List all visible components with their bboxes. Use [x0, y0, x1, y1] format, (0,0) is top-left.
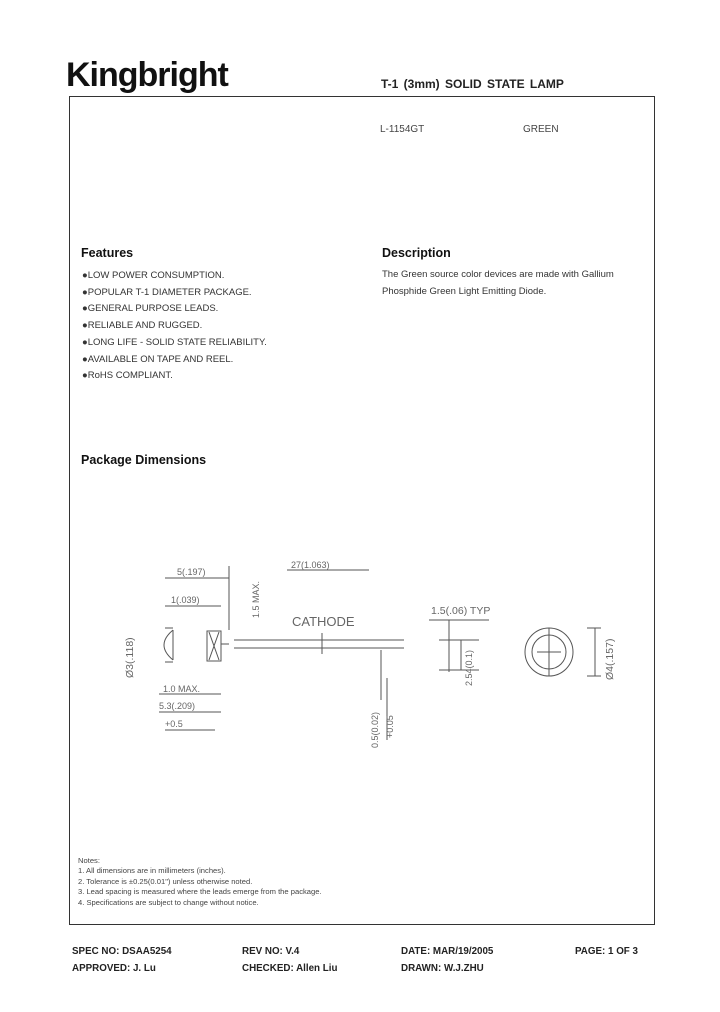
note-item: 3. Lead spacing is measured where the leads emerge from the package. — [78, 887, 322, 897]
dim-label: 1.5 MAX. — [251, 580, 261, 618]
dim-label: +0.05 — [385, 715, 395, 738]
dim-label: Ø4(.157) — [604, 638, 616, 680]
drawn-by: DRAWN: W.J.ZHU — [401, 963, 484, 974]
notes-title: Notes: — [78, 856, 100, 865]
note-item: 4. Specifications are subject to change without notice. — [78, 897, 259, 907]
package-dimension-drawing — [69, 540, 655, 760]
brand-logo: Kingbright — [66, 56, 228, 94]
date: DATE: MAR/19/2005 — [401, 946, 494, 957]
led-dome-curve — [164, 630, 173, 660]
dim-label: +0.5 — [165, 719, 183, 729]
dim-label: 5.3(.209) — [159, 701, 196, 711]
feature-item: ●RoHS COMPLIANT. — [82, 370, 173, 382]
revision-number: REV NO: V.4 — [242, 946, 300, 957]
description-line: The Green source color devices are made with Gallium — [382, 269, 614, 280]
dim-label: 27(1.063) — [291, 560, 330, 570]
description-heading: Description — [382, 246, 451, 260]
feature-item: ●AVAILABLE ON TAPE AND REEL. — [82, 353, 234, 365]
feature-item: ●GENERAL PURPOSE LEADS. — [82, 303, 219, 315]
dim-label: 1.5(.06) TYP — [431, 605, 491, 617]
part-color: GREEN — [523, 124, 559, 135]
note-item: 1. All dimensions are in millimeters (inches). — [78, 866, 226, 876]
approved-by: APPROVED: J. Lu — [72, 963, 156, 974]
feature-item: ●LONG LIFE - SOLID STATE RELIABILITY. — [82, 336, 267, 348]
document-title: T-1 (3mm) SOLID STATE LAMP — [381, 77, 564, 91]
feature-item: ●LOW POWER CONSUMPTION. — [82, 270, 225, 281]
dim-label: 5(.197) — [177, 567, 206, 577]
dim-label: Ø3(.118) — [124, 637, 136, 678]
content-frame — [69, 96, 655, 925]
description-line: Phosphide Green Light Emitting Diode. — [382, 286, 547, 297]
package-dimensions-heading: Package Dimensions — [81, 453, 207, 467]
note-item: 2. Tolerance is ±0.25(0.01") unless otherwise noted. — [78, 876, 253, 886]
led-body-cross — [209, 632, 219, 660]
dim-label: 1.0 MAX. — [163, 684, 201, 694]
feature-item: ●POPULAR T-1 DIAMETER PACKAGE. — [82, 286, 252, 298]
description-text — [382, 266, 642, 300]
dim-label: 1(.039) — [171, 595, 200, 605]
dim-label: 2.54(0.1) — [464, 649, 474, 686]
features-list — [82, 268, 267, 385]
spec-number: SPEC NO: DSAA5254 — [72, 946, 172, 957]
dim-label: CATHODE — [292, 614, 355, 629]
feature-item: ●RELIABLE AND RUGGED. — [82, 320, 203, 332]
features-heading: Features — [81, 246, 134, 260]
notes-block — [78, 856, 322, 908]
dim-label: 0.5(0.02) — [370, 711, 380, 748]
part-number: L-1154GT — [380, 124, 425, 135]
checked-by: CHECKED: Allen Liu — [242, 963, 338, 974]
page-number: PAGE: 1 OF 3 — [575, 946, 638, 957]
